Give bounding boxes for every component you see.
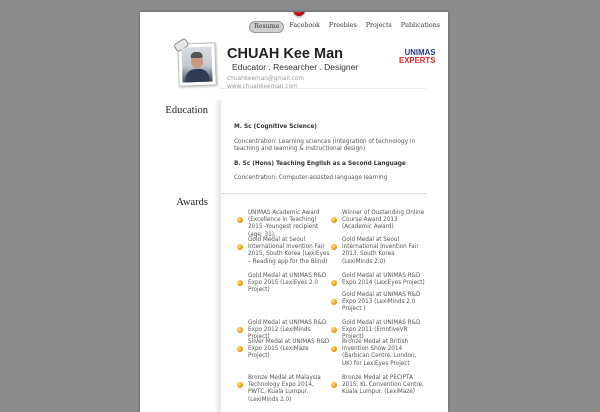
nav-freebies[interactable]: Freebies: [328, 22, 357, 29]
award-text: Winner of Oustanding Online Course Award 2013 (Academic Award): [342, 210, 425, 231]
medal-icon: [237, 382, 243, 388]
award-text: Gold Medal at UNIMAS R&D Expo 2015 (LexiEyes 2.0 Project): [248, 273, 327, 294]
award-text: Bronze Medal at British Invention Show 2014 (Barbican Centre, London, UK) for LexiEyes Project: [342, 339, 417, 367]
award-item: [328, 375, 426, 397]
award-text: UNIMAS Academic Award (Excellence in Teaching) 2015 -Youngest recipient (age: 31).: [248, 210, 320, 238]
award-text: Bronze Medal at Malaysia Technology Expo 2014, PWTC, Kuala Lumpur. (LexiMinds 2.0): [248, 375, 321, 403]
medal-icon: [237, 280, 243, 286]
award-text: Gold Medal at UNIMAS R&D Expo 2014 (LexiEyes Project): [342, 273, 425, 287]
pushpin-icon: [293, 12, 305, 16]
medal-icon: [331, 299, 337, 305]
award-text: Silver Medal at UNIMAS R&D Expo 2015 (LexiMaze Project): [248, 339, 330, 360]
unimas-experts-logo[interactable]: [399, 49, 435, 65]
award-item: [234, 273, 332, 295]
award-item: [328, 292, 426, 314]
header-divider: [221, 88, 426, 89]
award-item: [234, 210, 332, 239]
medal-icon: [331, 217, 337, 223]
profile-photo: [177, 42, 216, 86]
email-link[interactable]: chuahkeeman@gmail.com: [227, 76, 305, 82]
medal-icon: [331, 244, 337, 250]
medal-icon: [331, 280, 337, 286]
column-shadow: [214, 100, 221, 412]
award-item: [328, 273, 426, 287]
award-text: Gold Medal at Seoul International Invention Fair 2015, South Korea (LexiEyes – Reading app for the Blind): [248, 237, 330, 265]
medal-icon: [331, 327, 337, 333]
degree-title: B. Sc (Hons) Teaching English as a Second Language: [234, 160, 406, 167]
medal-icon: [331, 382, 337, 388]
tagline: Educator . Researcher . Designer: [232, 62, 359, 72]
award-item: [234, 237, 332, 266]
website-link[interactable]: www.chuahkeeman.com: [227, 84, 298, 90]
award-item: [234, 375, 332, 404]
award-item: [328, 237, 426, 266]
education-heading: Education: [165, 105, 208, 116]
award-item: [328, 210, 426, 232]
award-item: [328, 339, 426, 368]
degree-detail: Concentration: Learning sciences (integration of technology in teaching and learning & instructional design): [234, 138, 416, 152]
award-text: Gold Medal at UNIMAS R&D Expo 2012 (LexiMinds Project): [248, 320, 327, 341]
award-text: Bronze Medal at PECIPTA 2015, KL Convention Centre, Kuala Lumpur. (LexiMaze): [342, 375, 424, 396]
portrait-image: [181, 46, 212, 82]
nav-facebook[interactable]: Facebook: [289, 22, 320, 29]
medal-icon: [331, 346, 337, 352]
medal-icon: [237, 346, 243, 352]
top-nav: [249, 21, 444, 33]
medal-icon: [237, 327, 243, 333]
logo-text-bottom: EXPERTS: [399, 56, 436, 65]
education-section: [234, 124, 430, 190]
award-text: Gold Medal at Seoul International Invention Fair 2013, South Korea (LexiMinds 2.0): [342, 237, 419, 265]
page-title: CHUAH Kee Man: [227, 46, 344, 62]
resume-page: [140, 12, 448, 412]
logo-text-top: UNIMAS: [404, 48, 436, 57]
nav-publications[interactable]: Publications: [400, 22, 440, 29]
award-item: [234, 339, 332, 361]
award-text: Gold Medal at UNIMAS R&D Expo 2011 (EmotiveVR Project): [342, 320, 421, 341]
degree-detail: Concentration: Computer-assisted language learning: [234, 175, 388, 181]
degree-title: M. Sc (Cognitive Science): [234, 124, 317, 130]
awards-heading: Awards: [176, 197, 208, 208]
section-divider: [221, 193, 427, 194]
medal-icon: [237, 244, 243, 250]
award-text: Gold Medal at UNIMAS R&D Expo 2013 (LexiMinds 2.0 Project ): [342, 292, 421, 313]
nav-resume[interactable]: Resume: [249, 21, 284, 33]
medal-icon: [237, 217, 243, 223]
nav-projects[interactable]: Projects: [365, 22, 392, 29]
